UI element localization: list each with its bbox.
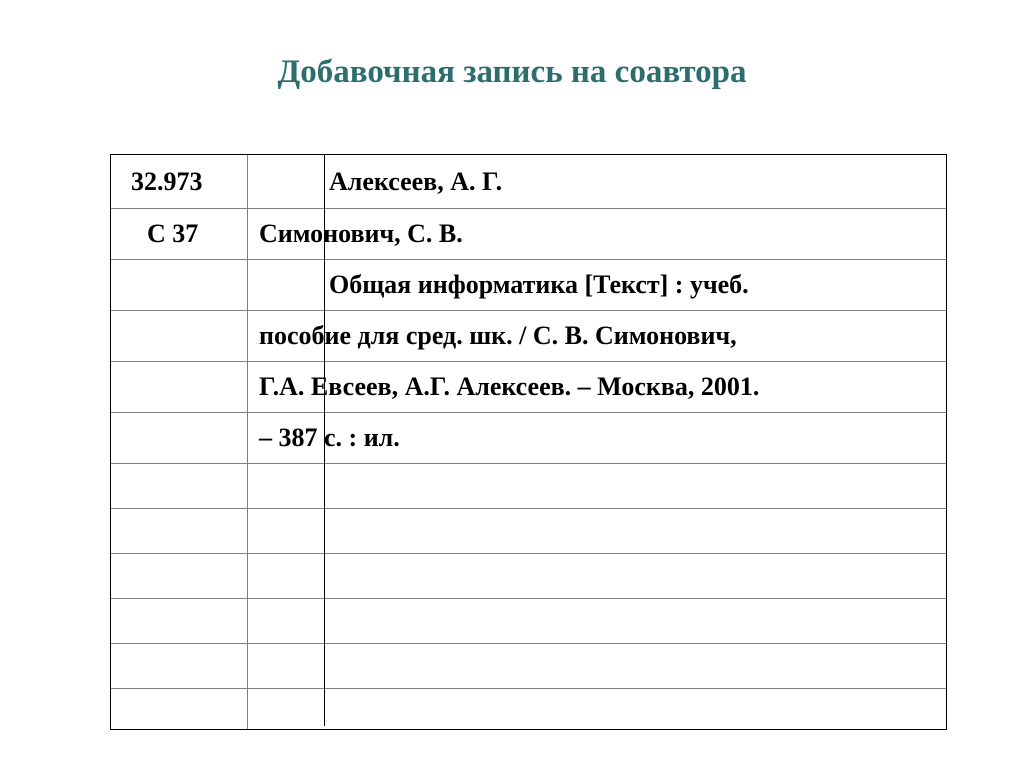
card-column-divider bbox=[247, 155, 248, 729]
card-rule bbox=[111, 463, 946, 464]
card-description-line: пособие для сред. шк. / С. В. Симонович, bbox=[259, 321, 737, 350]
catalog-card bbox=[110, 154, 947, 730]
page-title: Добавочная запись на соавтора bbox=[277, 54, 747, 90]
card-rule bbox=[111, 688, 946, 689]
card-rule bbox=[111, 508, 946, 509]
card-rule bbox=[111, 208, 946, 209]
card-index: 32.973 bbox=[131, 167, 203, 196]
card-heading: Алексеев, А. Г. bbox=[329, 167, 503, 196]
card-rule bbox=[111, 412, 946, 413]
card-rule bbox=[111, 310, 946, 311]
card-rule bbox=[111, 553, 946, 554]
card-author-mark: С 37 bbox=[147, 219, 199, 248]
card-description-line: Г.А. Евсеев, А.Г. Алексеев. – Москва, 2001. bbox=[259, 372, 760, 401]
card-description-line: – 387 с. : ил. bbox=[259, 423, 400, 452]
card-description-line: Общая информатика [Текст] : учеб. bbox=[329, 270, 749, 299]
card-rule bbox=[111, 598, 946, 599]
card-rule bbox=[111, 259, 946, 260]
card-author: Симонович, С. В. bbox=[259, 219, 463, 248]
card-rule bbox=[111, 361, 946, 362]
card-rule bbox=[111, 643, 946, 644]
